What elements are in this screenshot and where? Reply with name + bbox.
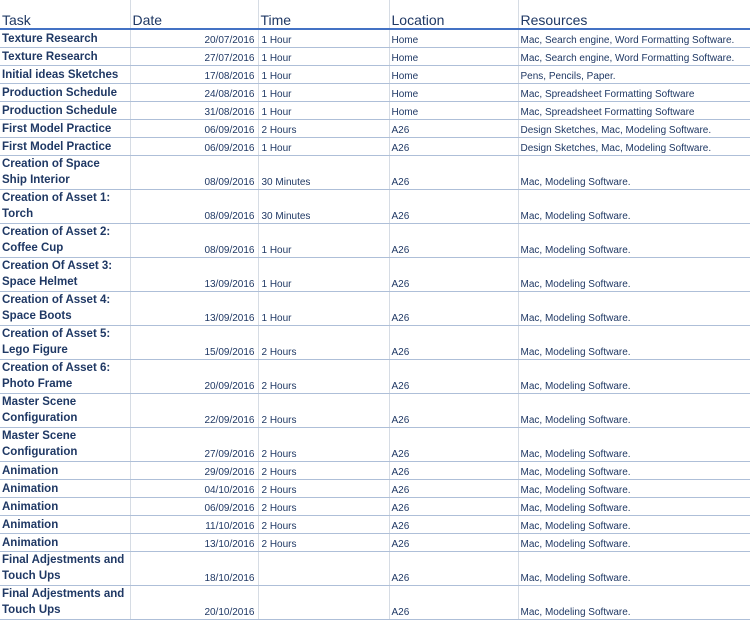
time-cell[interactable]: 2 Hours bbox=[258, 480, 389, 498]
resources-cell[interactable]: Mac, Modeling Software. bbox=[518, 462, 750, 480]
header-location[interactable]: Location bbox=[389, 0, 518, 29]
task-cell[interactable]: Production Schedule bbox=[0, 102, 130, 120]
time-cell[interactable] bbox=[258, 586, 389, 620]
table-body bbox=[0, 29, 750, 620]
time-cell[interactable]: 1 Hour bbox=[258, 48, 389, 66]
resources-cell[interactable]: Design Sketches, Mac, Modeling Software. bbox=[518, 120, 750, 138]
task-cell[interactable]: Animation bbox=[0, 534, 130, 552]
time-cell[interactable]: 2 Hours bbox=[258, 462, 389, 480]
task-cell[interactable]: Final Adjestments and Touch Ups bbox=[0, 586, 130, 620]
table-row bbox=[0, 326, 750, 360]
table-row bbox=[0, 462, 750, 480]
resources-cell[interactable]: Mac, Modeling Software. bbox=[518, 586, 750, 620]
date-cell[interactable]: 11/10/2016 bbox=[130, 516, 258, 534]
resources-cell[interactable]: Mac, Modeling Software. bbox=[518, 224, 750, 258]
resources-cell[interactable]: Mac, Modeling Software. bbox=[518, 156, 750, 190]
table-row bbox=[0, 394, 750, 428]
date-cell[interactable]: 06/09/2016 bbox=[130, 120, 258, 138]
time-cell[interactable]: 1 Hour bbox=[258, 224, 389, 258]
table-row bbox=[0, 534, 750, 552]
table-row bbox=[0, 138, 750, 156]
time-cell[interactable]: 2 Hours bbox=[258, 326, 389, 360]
resources-cell[interactable]: Mac, Modeling Software. bbox=[518, 552, 750, 586]
date-cell[interactable]: 20/10/2016 bbox=[130, 586, 258, 620]
time-cell[interactable]: 2 Hours bbox=[258, 360, 389, 394]
table-row bbox=[0, 29, 750, 48]
location-cell[interactable]: A26 bbox=[389, 138, 518, 156]
table-row bbox=[0, 586, 750, 620]
task-cell[interactable]: Creation of Asset 4: Space Boots bbox=[0, 292, 130, 326]
date-cell[interactable]: 06/09/2016 bbox=[130, 498, 258, 516]
task-cell[interactable]: Master Scene Configuration bbox=[0, 428, 130, 462]
date-cell[interactable]: 08/09/2016 bbox=[130, 224, 258, 258]
table-row bbox=[0, 224, 750, 258]
task-cell[interactable]: Initial ideas Sketches bbox=[0, 66, 130, 84]
task-cell[interactable]: Animation bbox=[0, 516, 130, 534]
date-cell[interactable]: 13/09/2016 bbox=[130, 292, 258, 326]
header-row bbox=[0, 0, 750, 29]
date-cell[interactable]: 18/10/2016 bbox=[130, 552, 258, 586]
table-row bbox=[0, 190, 750, 224]
location-cell[interactable]: A26 bbox=[389, 120, 518, 138]
task-cell[interactable]: Final Adjestments and Touch Ups bbox=[0, 552, 130, 586]
time-cell[interactable]: 2 Hours bbox=[258, 394, 389, 428]
location-cell[interactable]: Home bbox=[389, 66, 518, 84]
date-cell[interactable]: 04/10/2016 bbox=[130, 480, 258, 498]
table-row bbox=[0, 498, 750, 516]
time-cell[interactable]: 2 Hours bbox=[258, 534, 389, 552]
location-cell[interactable]: Home bbox=[389, 102, 518, 120]
table-row bbox=[0, 156, 750, 190]
header-resources[interactable]: Resources bbox=[518, 0, 750, 29]
location-cell[interactable]: A26 bbox=[389, 258, 518, 292]
location-cell[interactable]: A26 bbox=[389, 480, 518, 498]
task-cell[interactable]: Master Scene Configuration bbox=[0, 394, 130, 428]
time-cell[interactable]: 1 Hour bbox=[258, 292, 389, 326]
resources-cell[interactable]: Mac, Modeling Software. bbox=[518, 516, 750, 534]
table-row bbox=[0, 292, 750, 326]
location-cell[interactable]: A26 bbox=[389, 428, 518, 462]
task-cell[interactable]: Texture Research bbox=[0, 48, 130, 66]
location-cell[interactable]: A26 bbox=[389, 516, 518, 534]
location-cell[interactable]: A26 bbox=[389, 534, 518, 552]
table-row bbox=[0, 102, 750, 120]
task-cell[interactable]: Creation of Space Ship Interior bbox=[0, 156, 130, 190]
table-row bbox=[0, 66, 750, 84]
time-cell[interactable]: 2 Hours bbox=[258, 120, 389, 138]
table-row bbox=[0, 258, 750, 292]
date-cell[interactable]: 29/09/2016 bbox=[130, 462, 258, 480]
date-cell[interactable]: 13/10/2016 bbox=[130, 534, 258, 552]
date-cell[interactable]: 27/09/2016 bbox=[130, 428, 258, 462]
time-cell[interactable]: 1 Hour bbox=[258, 66, 389, 84]
resources-cell[interactable]: Mac, Modeling Software. bbox=[518, 480, 750, 498]
date-cell[interactable]: 06/09/2016 bbox=[130, 138, 258, 156]
time-cell[interactable]: 1 Hour bbox=[258, 84, 389, 102]
resources-cell[interactable]: Mac, Modeling Software. bbox=[518, 360, 750, 394]
task-cell[interactable]: Animation bbox=[0, 480, 130, 498]
resources-cell[interactable]: Mac, Modeling Software. bbox=[518, 292, 750, 326]
resources-cell[interactable]: Mac, Spreadsheet Formatting Software bbox=[518, 84, 750, 102]
time-cell[interactable] bbox=[258, 552, 389, 586]
location-cell[interactable]: A26 bbox=[389, 292, 518, 326]
date-cell[interactable]: 22/09/2016 bbox=[130, 394, 258, 428]
location-cell[interactable]: A26 bbox=[389, 326, 518, 360]
task-cell[interactable]: Animation bbox=[0, 462, 130, 480]
task-cell[interactable]: Creation of Asset 5: Lego Figure bbox=[0, 326, 130, 360]
task-cell[interactable]: Texture Research bbox=[0, 29, 130, 48]
location-cell[interactable]: A26 bbox=[389, 462, 518, 480]
table-row bbox=[0, 480, 750, 498]
resources-cell[interactable]: Mac, Modeling Software. bbox=[518, 428, 750, 462]
resources-cell[interactable]: Mac, Search engine, Word Formatting Software. bbox=[518, 48, 750, 66]
resources-cell[interactable]: Mac, Spreadsheet Formatting Software bbox=[518, 102, 750, 120]
resources-cell[interactable]: Mac, Modeling Software. bbox=[518, 258, 750, 292]
table-row bbox=[0, 516, 750, 534]
date-cell[interactable]: 20/07/2016 bbox=[130, 29, 258, 48]
task-cell[interactable]: Production Schedule bbox=[0, 84, 130, 102]
table-row bbox=[0, 120, 750, 138]
location-cell[interactable]: Home bbox=[389, 29, 518, 48]
table-row bbox=[0, 84, 750, 102]
task-cell[interactable]: Creation of Asset 1: Torch bbox=[0, 190, 130, 224]
time-cell[interactable]: 1 Hour bbox=[258, 138, 389, 156]
resources-cell[interactable]: Design Sketches, Mac, Modeling Software. bbox=[518, 138, 750, 156]
table-row bbox=[0, 428, 750, 462]
date-cell[interactable]: 24/08/2016 bbox=[130, 84, 258, 102]
date-cell[interactable]: 17/08/2016 bbox=[130, 66, 258, 84]
location-cell[interactable]: A26 bbox=[389, 156, 518, 190]
resources-cell[interactable]: Mac, Modeling Software. bbox=[518, 190, 750, 224]
time-cell[interactable]: 30 Minutes bbox=[258, 156, 389, 190]
location-cell[interactable]: A26 bbox=[389, 498, 518, 516]
resources-cell[interactable]: Pens, Pencils, Paper. bbox=[518, 66, 750, 84]
time-cell[interactable]: 2 Hours bbox=[258, 428, 389, 462]
time-cell[interactable]: 30 Minutes bbox=[258, 190, 389, 224]
location-cell[interactable]: A26 bbox=[389, 394, 518, 428]
location-cell[interactable]: A26 bbox=[389, 360, 518, 394]
resources-cell[interactable]: Mac, Modeling Software. bbox=[518, 326, 750, 360]
task-cell[interactable]: Creation of Asset 6: Photo Frame bbox=[0, 360, 130, 394]
task-cell[interactable]: First Model Practice bbox=[0, 138, 130, 156]
table-header bbox=[0, 0, 750, 29]
resources-cell[interactable]: Mac, Search engine, Word Formatting Software. bbox=[518, 29, 750, 48]
location-cell[interactable]: A26 bbox=[389, 224, 518, 258]
location-cell[interactable]: A26 bbox=[389, 586, 518, 620]
resources-cell[interactable]: Mac, Modeling Software. bbox=[518, 394, 750, 428]
date-cell[interactable]: 13/09/2016 bbox=[130, 258, 258, 292]
task-cell[interactable]: Animation bbox=[0, 498, 130, 516]
header-time[interactable]: Time bbox=[258, 0, 389, 29]
header-task[interactable]: Task bbox=[0, 0, 130, 29]
time-cell[interactable]: 1 Hour bbox=[258, 102, 389, 120]
time-cell[interactable]: 1 Hour bbox=[258, 29, 389, 48]
date-cell[interactable]: 15/09/2016 bbox=[130, 326, 258, 360]
time-cell[interactable]: 2 Hours bbox=[258, 516, 389, 534]
time-cell[interactable]: 2 Hours bbox=[258, 498, 389, 516]
resources-cell[interactable]: Mac, Modeling Software. bbox=[518, 534, 750, 552]
task-cell[interactable]: Creation Of Asset 3: Space Helmet bbox=[0, 258, 130, 292]
table-row bbox=[0, 552, 750, 586]
date-cell[interactable]: 20/09/2016 bbox=[130, 360, 258, 394]
table-row bbox=[0, 360, 750, 394]
time-cell[interactable]: 1 Hour bbox=[258, 258, 389, 292]
task-cell[interactable]: Creation of Asset 2: Coffee Cup bbox=[0, 224, 130, 258]
date-cell[interactable]: 27/07/2016 bbox=[130, 48, 258, 66]
task-cell[interactable]: First Model Practice bbox=[0, 120, 130, 138]
resources-cell[interactable]: Mac, Modeling Software. bbox=[518, 498, 750, 516]
location-cell[interactable]: A26 bbox=[389, 552, 518, 586]
header-date[interactable]: Date bbox=[130, 0, 258, 29]
date-cell[interactable]: 31/08/2016 bbox=[130, 102, 258, 120]
location-cell[interactable]: Home bbox=[389, 84, 518, 102]
date-cell[interactable]: 08/09/2016 bbox=[130, 190, 258, 224]
location-cell[interactable]: A26 bbox=[389, 190, 518, 224]
location-cell[interactable]: Home bbox=[389, 48, 518, 66]
date-cell[interactable]: 08/09/2016 bbox=[130, 156, 258, 190]
table-row bbox=[0, 48, 750, 66]
